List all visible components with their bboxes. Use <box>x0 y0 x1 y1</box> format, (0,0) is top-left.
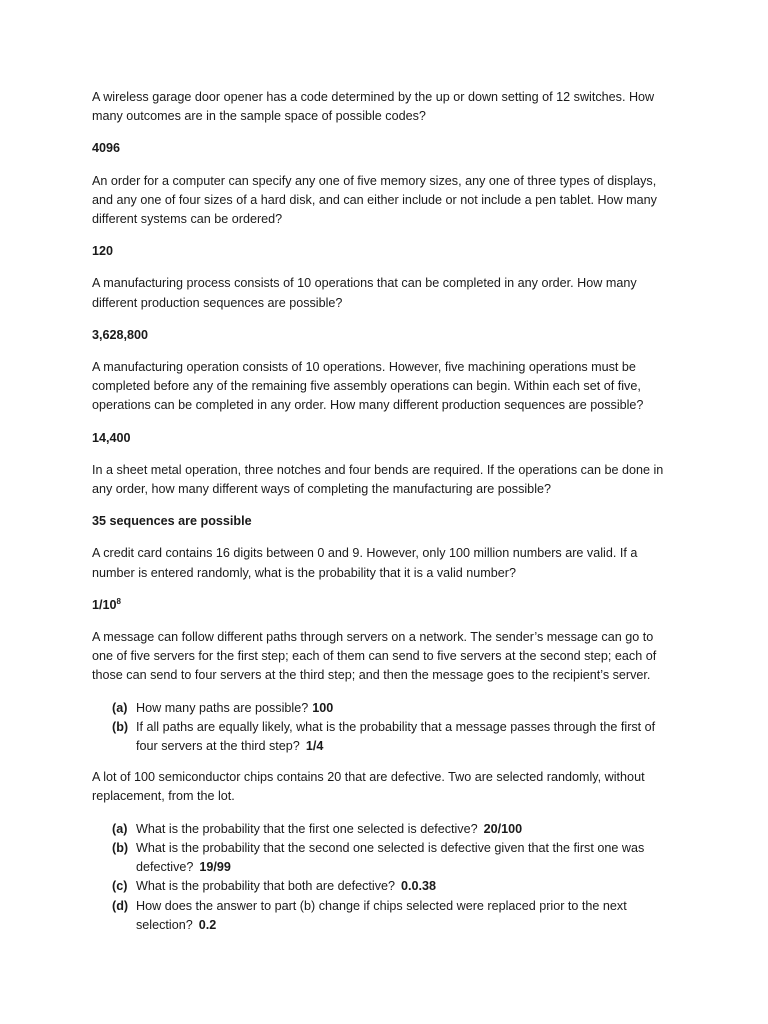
part-text: What is the probability that the first one selected is defective? <box>136 821 478 836</box>
part-label: (d) <box>112 898 129 913</box>
question-7: A message can follow different paths through servers on a network. The sender’s message can go to one of five servers for the first step; each of them can send to five servers at the second step; each of those can send to four servers at the third step; and then the message goes to the recipient’s server. <box>92 630 657 683</box>
question-7-parts <box>92 699 674 757</box>
answer-6-exponent: 8 <box>116 596 121 606</box>
part-text: If all paths are equally likely, what is the probability that a message passes through the first of four servers at the third step? <box>136 719 656 754</box>
part-answer: 1/4 <box>305 739 324 754</box>
question-8-part-a <box>92 820 674 839</box>
answer-1: 4096 <box>92 141 121 156</box>
part-answer: 0.0.38 <box>401 879 437 894</box>
question-7-part-b <box>92 718 674 756</box>
part-answer: 100 <box>312 700 334 715</box>
question-4: A manufacturing operation consists of 10 operations. However, five machining operations must be completed before any of the remaining five assembly operations can begin. Within each set of five, operations can be completed in any order. How many different production sequences are possible? <box>92 360 644 413</box>
document-page <box>92 88 674 947</box>
answer-3: 3,628,800 <box>92 327 149 342</box>
answer-2: 120 <box>92 244 114 259</box>
question-3: A manufacturing process consists of 10 operations that can be completed in any order. How many different production sequences are possible? <box>92 276 637 310</box>
answer-6-base: 1/10 <box>92 597 117 612</box>
part-label: (b) <box>112 840 129 855</box>
part-label: (c) <box>112 879 128 894</box>
part-label: (b) <box>112 719 129 734</box>
part-answer: 20/100 <box>483 821 523 836</box>
part-label: (a) <box>112 700 128 715</box>
part-text: How does the answer to part (b) change if chips selected were replaced prior to the next selection? <box>136 898 627 932</box>
part-answer: 0.2 <box>198 917 217 932</box>
part-answer: 19/99 <box>199 860 231 875</box>
question-6: A credit card contains 16 digits between 0 and 9. However, only 100 million numbers are valid. If a number is entered randomly, what is the probability that it is a valid number? <box>92 546 638 580</box>
part-text: What is the probability that the second one selected is defective given that the first one was defective? <box>136 840 645 875</box>
part-label: (a) <box>112 821 128 836</box>
question-8-part-d <box>92 897 674 935</box>
answer-4: 14,400 <box>92 430 131 445</box>
answer-6 <box>92 596 674 615</box>
part-text: How many paths are possible? <box>136 700 309 715</box>
question-8-part-c <box>92 877 674 896</box>
question-5: In a sheet metal operation, three notches and four bends are required. If the operations can be done in any order, how many different ways of completing the manufacturing are possible? <box>92 462 664 497</box>
answer-5: 35 sequences are possible <box>92 514 252 529</box>
question-8: A lot of 100 semiconductor chips contains 20 that are defective. Two are selected randomly, without replacement, from the lot. <box>92 770 645 804</box>
question-1: A wireless garage door opener has a code determined by the up or down setting of 12 switches. How many outcomes are in the sample space of possible codes? <box>92 90 655 124</box>
question-2: An order for a computer can specify any one of five memory sizes, any one of three types of displays, and any one of four sizes of a hard disk, and can either include or not include a pen tablet. How many different systems can be ordered? <box>92 173 657 227</box>
question-7-part-a <box>92 699 674 718</box>
question-8-parts <box>92 820 674 935</box>
question-8-part-b <box>92 839 674 877</box>
part-text: What is the probability that both are defective? <box>136 879 396 894</box>
